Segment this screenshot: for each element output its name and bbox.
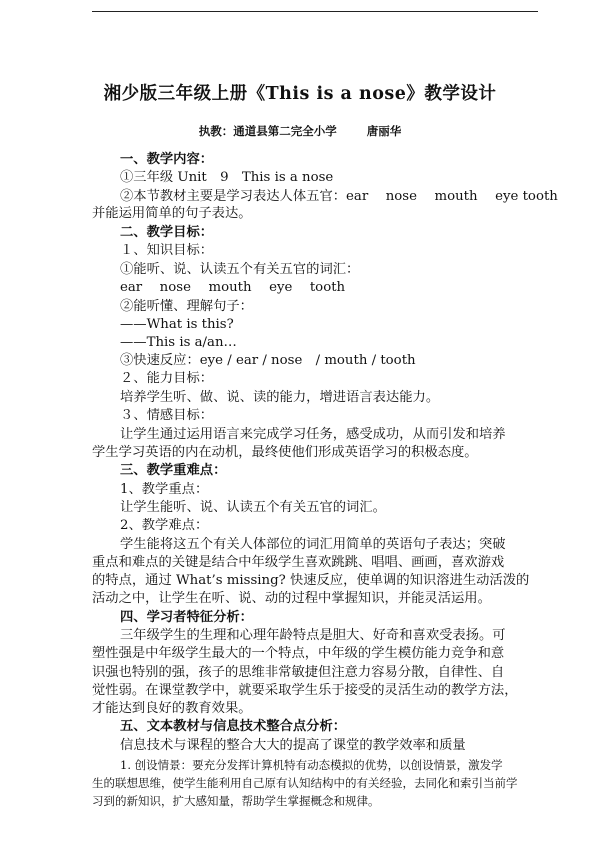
body-text-line: 塑性强是中年级学生最大的一个特点，中年级的学生模仿能力竞争和意 — [92, 646, 505, 661]
body-text-line: 2、教学难点： — [120, 518, 209, 533]
body-text-line: ②能听懂、理解句子： — [120, 299, 253, 314]
body-text-line: 1、教学重点： — [120, 482, 209, 497]
section-heading: 四、学习者特征分析： — [120, 610, 253, 625]
body-text-line: 培养学生听、做、说、读的能力，增进语言表达能力。 — [120, 390, 440, 405]
section-heading: 一、教学内容： — [120, 152, 214, 167]
section-heading: 三、教学重难点： — [120, 463, 227, 478]
body-text-line: 的特点，通过 What’s missing? 快速反应，使单调的知识溶进生动活泼的 — [92, 573, 530, 588]
body-text-line: ３、情感目标： — [120, 408, 214, 423]
body-text-line: ——What is this? — [120, 317, 234, 332]
body-text-line: 并能运用简单的句子表达。 — [92, 206, 252, 221]
body-text-line: ２、能力目标： — [120, 371, 214, 386]
body-text-line: １、知识目标： — [120, 243, 214, 258]
body-text-line: 让学生通过运用语言来完成学习任务，感受成功，从而引发和培养 — [120, 427, 506, 442]
body-text-line: 让学生能听、说、认读五个有关五官的词汇。 — [120, 500, 386, 515]
body-text-line: 觉性弱。在课堂教学中，就要采取学生乐于接受的灵活生动的教学方法， — [92, 683, 518, 698]
body-text-line: ③快速反应：eye / ear / nose / mouth / tooth — [120, 353, 416, 368]
body-text-line: 重点和难点的关键是结合中年级学生喜欢跳跳、唱唱、画画，喜欢游戏 — [92, 555, 505, 570]
body-text-line: 学生学习英语的内在动机，最终使他们形成英语学习的积极态度。 — [92, 445, 478, 460]
body-text-line: 才能达到良好的教育效果。 — [92, 701, 252, 716]
body-text-line: 三年级学生的生理和心理年龄特点是胆大、好奇和喜欢受表扬。可 — [120, 628, 506, 643]
body-text-line: ——This is a/an… — [120, 335, 237, 350]
section-heading: 二、教学目标： — [120, 225, 214, 240]
author-line — [0, 123, 600, 139]
body-text-line: 信息技术与课程的整合大大的提高了课堂的教学效率和质量 — [120, 738, 466, 753]
body-text-line: 1. 创设情景：要充分发挥计算机特有动态模拟的优势，以创设情景，激发学 — [120, 758, 503, 772]
body-text-line: ear nose mouth eye tooth — [120, 280, 346, 295]
header-rule — [92, 11, 538, 12]
body-text-line: ②本节教材主要是学习表达人体五官：ear nose mouth eye tooth — [120, 189, 558, 204]
section-heading: 五、文本教材与信息技术整合点分析： — [120, 719, 347, 734]
body-text-line: 学生能将这五个有关人体部位的词汇用简单的英语句子表达；突破 — [120, 537, 506, 552]
author-name: 唐丽华 — [366, 124, 402, 138]
author-label: 执教：通道县第二完全小学 — [198, 124, 337, 138]
body-text-line: 活动之中，让学生在听、说、动的过程中掌握知识，并能灵活运用。 — [92, 591, 491, 606]
body-text-line: ①能听、说、认读五个有关五官的词汇： — [120, 262, 360, 277]
body-text-line: 习到的新知识，扩大感知量，帮助学生掌握概念和规律。 — [92, 794, 380, 808]
body-text-line: ①三年级 Unit 9 This is a nose — [120, 170, 334, 185]
body-text-line: 识强也特别的强，孩子的思维非常敏捷但注意力容易分散，自律性、自 — [92, 665, 505, 680]
body-text-line: 生的联想思维，使学生能利用自己原有认知结构中的有关经验，去同化和索引当前学 — [92, 776, 518, 790]
document-title: 湘少版三年级上册《This is a nose》教学设计 — [103, 84, 497, 104]
